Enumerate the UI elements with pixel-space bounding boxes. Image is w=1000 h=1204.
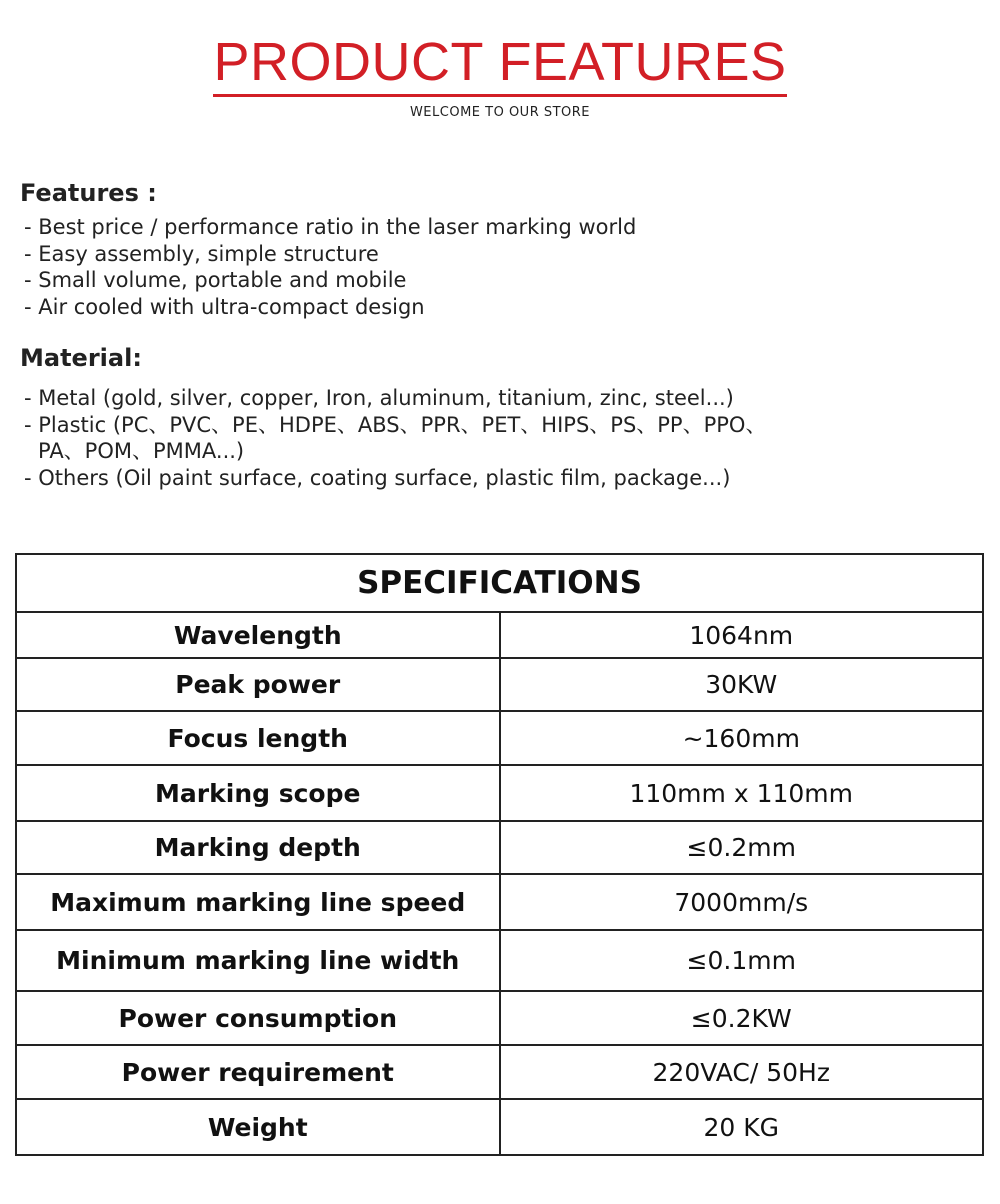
table-row xyxy=(16,991,983,1045)
list-item-continuation-text: PA、POM、PMMA...) xyxy=(38,439,245,464)
spec-value: ≤0.2mm xyxy=(500,821,984,874)
material-section xyxy=(20,343,980,491)
table-row xyxy=(16,1045,983,1099)
features-list xyxy=(20,214,980,320)
list-item: - Metal (gold, silver, copper, Iron, aluminum, titanium, zinc, steel...) xyxy=(24,386,734,410)
spec-label: Minimum marking line width xyxy=(16,930,500,991)
table-row xyxy=(16,874,983,930)
spec-label: Focus length xyxy=(16,711,500,765)
spec-label: Wavelength xyxy=(16,612,500,658)
specifications-heading: SPECIFICATIONS xyxy=(16,554,983,612)
page-title: PRODUCT FEATURES xyxy=(213,30,786,97)
spec-value: 7000mm/s xyxy=(500,874,984,930)
list-item-continuation xyxy=(24,438,980,465)
list-item: - Plastic (PC、PVC、PE、HDPE、ABS、PPR、PET、HIPS、PS、PP、PPO、 xyxy=(24,412,767,437)
spec-label: Marking depth xyxy=(16,821,500,874)
table-row xyxy=(16,658,983,711)
spec-label: Maximum marking line speed xyxy=(16,874,500,930)
features-heading: Features : xyxy=(20,179,157,207)
spec-value: ~160mm xyxy=(500,711,984,765)
list-item: - Others (Oil paint surface, coating surface, plastic film, package...) xyxy=(24,465,731,490)
list-item: - Air cooled with ultra-compact design xyxy=(24,294,425,319)
spec-label: Marking scope xyxy=(16,765,500,821)
spec-value: 110mm x 110mm xyxy=(500,765,984,821)
list-item: - Easy assembly, simple structure xyxy=(24,241,379,266)
specifications-table xyxy=(15,553,984,1156)
spec-value: 20 KG xyxy=(500,1099,984,1155)
spec-value: ≤0.1mm xyxy=(500,930,984,991)
spec-value: 1064nm xyxy=(500,612,984,658)
material-heading: Material: xyxy=(20,344,142,372)
spec-value: 220VAC/ 50Hz xyxy=(500,1045,984,1099)
page-header xyxy=(0,30,1000,120)
table-row xyxy=(16,821,983,874)
list-item: - Best price / performance ratio in the laser marking world xyxy=(24,215,637,239)
table-row xyxy=(16,612,983,658)
table-row xyxy=(16,765,983,821)
spec-value: 30KW xyxy=(500,658,984,711)
table-header-row xyxy=(16,554,983,612)
spec-label: Power consumption xyxy=(16,991,500,1045)
spec-value: ≤0.2KW xyxy=(500,991,984,1045)
material-list xyxy=(20,385,980,491)
spec-label: Peak power xyxy=(16,658,500,711)
page-subtitle: WELCOME TO OUR STORE xyxy=(409,105,591,120)
table-row xyxy=(16,930,983,991)
features-section xyxy=(20,178,980,320)
table-row xyxy=(16,1099,983,1155)
table-row xyxy=(16,711,983,765)
spec-label: Weight xyxy=(16,1099,500,1155)
spec-label: Power requirement xyxy=(16,1045,500,1099)
list-item: - Small volume, portable and mobile xyxy=(24,268,407,293)
